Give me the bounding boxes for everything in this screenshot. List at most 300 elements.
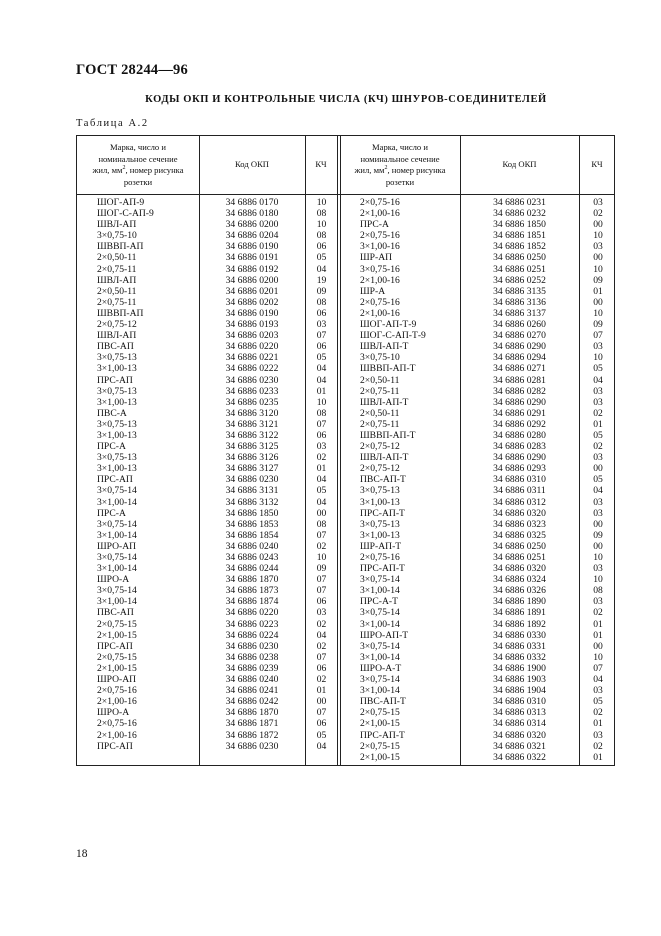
table-cell: 34 6886 0238: [225, 651, 279, 663]
table-cell: 34 6886 1870: [225, 707, 279, 719]
table-cell: 34 6886 0331: [493, 640, 546, 652]
table-cell: 03: [593, 507, 603, 519]
table-cell: 08: [316, 230, 327, 242]
table-cell: 3×0,75-14: [360, 674, 400, 686]
table-cell: 34 6886 0190: [225, 241, 279, 253]
table-cell: 3×0,75-13: [97, 452, 137, 464]
table-cell: ШРО-АП-Т: [360, 629, 409, 641]
table-cell: 3×1,00-13: [360, 496, 400, 508]
table-cell: 34 6886 3120: [225, 407, 279, 419]
table-cell: 34 6886 1850: [493, 219, 546, 231]
table-cell: 00: [593, 252, 603, 264]
table-cell: 09: [316, 563, 327, 575]
table-cell: 02: [316, 540, 327, 552]
table-cell: 2×0,50-11: [360, 374, 400, 386]
table-cell: 07: [316, 651, 327, 663]
table-cell: 2×1,00-15: [97, 662, 137, 674]
table-cell: ПРС-АП-Т: [360, 729, 405, 741]
table-cell: 10: [316, 396, 327, 408]
table-cell: 05: [316, 485, 327, 497]
table-cell: 34 6886 1890: [493, 596, 546, 608]
table-cell: 3×0,75-14: [360, 640, 400, 652]
table-cell: ПРС-АП-Т: [360, 507, 405, 519]
table-cell: 34 6886 0250: [493, 540, 546, 552]
table-cell: 34 6886 0294: [493, 352, 546, 364]
table-cell: 04: [316, 263, 327, 275]
table-cell: 08: [316, 296, 327, 308]
col-divider: [579, 136, 580, 765]
table-cell: 3×1,00-13: [360, 529, 400, 541]
table-cell: 34 6886 0320: [493, 563, 546, 575]
table-cell: 34 6886 0293: [493, 463, 546, 475]
table-cell: 34 6886 1871: [225, 718, 279, 730]
table-cell: 03: [316, 607, 327, 619]
table-cell: 34 6886 0321: [493, 740, 546, 752]
table-cell: ШВЛ-АП-Т: [360, 452, 409, 464]
table-cell: 34 6886 0282: [493, 385, 546, 397]
table-cell: 3×1,00-14: [97, 496, 137, 508]
table-cell: 34 6886 0233: [225, 385, 279, 397]
table-cell: 34 6886 0231: [493, 197, 546, 208]
table-cell: 34 6886 1854: [225, 529, 279, 541]
table-cell: 34 6886 0280: [493, 429, 546, 441]
table-cell: 34 6886 0283: [493, 441, 546, 453]
table-cell: 01: [316, 685, 327, 697]
table-cell: 34 6886 3126: [225, 452, 279, 464]
left-mark-column: [97, 197, 197, 752]
header-mark-left: Марка, число и номинальное сечение жил, $мм^2$, номер рисунка розетки: [92, 142, 184, 187]
table-cell: 3×1,00-14: [97, 563, 137, 575]
table-cell: 03: [593, 341, 603, 353]
table-cell: 2×0,75-11: [97, 296, 137, 308]
table-cell: 04: [316, 740, 327, 752]
header-kch-right: КЧ: [591, 159, 603, 170]
table-cell: 07: [316, 330, 327, 342]
table-cell: 3×1,00-14: [360, 651, 400, 663]
table-cell: 09: [593, 274, 603, 286]
table-cell: 34 6886 0310: [493, 474, 546, 486]
table-cell: 03: [593, 563, 603, 575]
table-cell: 34 6886 0202: [225, 296, 279, 308]
table-cell: 10: [593, 307, 603, 319]
table-cell: 34 6886 3132: [225, 496, 279, 508]
table-cell: 34 6886 0314: [493, 718, 546, 730]
header-code-left: Код ОКП: [234, 159, 270, 170]
table-cell: ШР-АП-Т: [360, 540, 402, 552]
table-cell: 34 6886 0330: [493, 629, 546, 641]
table-cell: 02: [593, 607, 603, 619]
table-cell: 09: [593, 319, 603, 331]
table-cell: 3×0,75-13: [97, 352, 137, 364]
table-cell: 34 6886 0230: [225, 740, 279, 752]
table-cell: 3×1,00-14: [360, 685, 400, 697]
table-cell: 34 6886 0190: [225, 307, 279, 319]
table-cell: 01: [593, 285, 603, 297]
table-cell: 06: [316, 596, 327, 608]
col-divider: [199, 136, 200, 765]
table-cell: 00: [316, 696, 327, 708]
table-cell: 08: [316, 208, 327, 220]
codes-table: [76, 135, 615, 766]
table-cell: 2×0,75-16: [360, 296, 400, 308]
table-cell: 02: [593, 208, 603, 220]
table-cell: 03: [593, 452, 603, 464]
table-cell: 34 6886 0290: [493, 396, 546, 408]
table-cell: 00: [316, 507, 327, 519]
document-id: ГОСТ 28244—96: [76, 62, 188, 78]
table-cell: ШР-А: [360, 285, 386, 297]
table-cell: 34 6886 1852: [493, 241, 546, 253]
table-cell: ПВС-АП: [97, 607, 134, 619]
table-cell: 34 6886 0332: [493, 651, 546, 663]
table-cell: 34 6886 0291: [493, 407, 546, 419]
table-cell: 3×0,75-13: [97, 418, 137, 430]
table-cell: ШРО-А: [97, 707, 130, 719]
table-cell: 2×1,00-15: [97, 629, 137, 641]
table-cell: 34 6886 0192: [225, 263, 279, 275]
table-cell: ШВВП-АП: [97, 241, 144, 253]
table-cell: ШОГ-С-АП-9: [97, 208, 154, 220]
table-cell: 2×0,75-16: [360, 230, 400, 242]
table-cell: 06: [316, 718, 327, 730]
table-cell: 34 6886 0224: [225, 629, 279, 641]
table-cell: 08: [316, 518, 327, 530]
table-cell: 05: [316, 352, 327, 364]
table-cell: 07: [593, 662, 603, 674]
table-cell: 03: [593, 241, 603, 253]
table-cell: 34 6886 1870: [225, 574, 279, 586]
table-cell: 05: [593, 363, 603, 375]
table-cell: 34 6886 0326: [493, 585, 546, 597]
table-cell: 05: [593, 474, 603, 486]
table-cell: 34 6886 0230: [225, 374, 279, 386]
table-cell: ПВС-АП-Т: [360, 474, 406, 486]
table-cell: 34 6886 0271: [493, 363, 546, 375]
table-cell: 02: [316, 674, 327, 686]
table-cell: 34 6886 3121: [225, 418, 279, 430]
table-cell: 34 6886 1873: [225, 585, 279, 597]
table-cell: 03: [593, 496, 603, 508]
table-cell: 2×0,75-15: [97, 618, 137, 630]
table-cell: 03: [316, 441, 327, 453]
table-cell: 3×0,75-14: [360, 574, 400, 586]
table-cell: 3×0,75-13: [97, 385, 137, 397]
table-cell: 05: [316, 729, 327, 741]
table-cell: 34 6886 1891: [493, 607, 546, 619]
table-cell: 34 6886 0311: [493, 485, 546, 497]
table-cell: 34 6886 0180: [225, 208, 279, 220]
table-cell: 3×1,00-14: [360, 585, 400, 597]
table-cell: ШВЛ-АП-Т: [360, 396, 409, 408]
table-cell: 34 6886 0320: [493, 507, 546, 519]
table-cell: 34 6886 0242: [225, 696, 279, 708]
table-cell: ПРС-А: [97, 441, 126, 453]
table-cell: 01: [593, 751, 603, 763]
table-cell: 00: [593, 463, 603, 475]
table-cell: 19: [316, 274, 327, 286]
right-mark-column: [360, 197, 459, 763]
table-cell: 10: [316, 219, 327, 231]
table-cell: 2×1,00-16: [97, 729, 137, 741]
table-cell: ПРС-АП-Т: [360, 563, 405, 575]
table-cell: ШОГ-С-АП-Т-9: [360, 330, 426, 342]
table-label: Таблица А.2: [76, 118, 149, 129]
table-cell: 2×1,00-16: [360, 274, 400, 286]
table-cell: ПРС-А: [360, 219, 389, 231]
table-cell: 2×0,75-11: [360, 385, 400, 397]
table-cell: 09: [316, 285, 327, 297]
table-cell: 34 6886 1872: [225, 729, 279, 741]
table-cell: 2×0,75-11: [97, 263, 137, 275]
table-cell: 34 6886 1904: [493, 685, 546, 697]
table-cell: 2×0,75-12: [360, 463, 400, 475]
table-cell: 03: [316, 319, 327, 331]
table-cell: 01: [593, 618, 603, 630]
table-cell: 34 6886 0232: [493, 208, 546, 220]
table-cell: 10: [316, 197, 327, 208]
table-cell: 34 6886 0251: [493, 552, 546, 563]
table-cell: 34 6886 0191: [225, 252, 279, 264]
table-cell: 05: [316, 252, 327, 264]
table-cell: 08: [593, 585, 603, 597]
table-cell: 00: [593, 219, 603, 231]
table-cell: 02: [593, 707, 603, 719]
table-cell: 34 6886 0270: [493, 330, 546, 342]
table-cell: ШРО-АП: [97, 540, 137, 552]
table-cell: 34 6886 0203: [225, 330, 279, 342]
table-cell: 03: [593, 685, 603, 697]
table-cell: 10: [593, 352, 603, 364]
table-cell: 34 6886 1892: [493, 618, 546, 630]
table-cell: 34 6886 0235: [225, 396, 279, 408]
table-cell: ПВС-А: [97, 407, 127, 419]
table-cell: ПРС-А: [97, 507, 126, 519]
table-cell: ПРС-АП: [97, 740, 133, 752]
table-cell: ПВС-АП: [97, 341, 134, 353]
table-cell: 04: [316, 474, 327, 486]
table-cell: 3×1,00-13: [97, 363, 137, 375]
table-cell: 01: [593, 418, 603, 430]
table-cell: 02: [316, 618, 327, 630]
table-cell: 04: [593, 374, 603, 386]
table-cell: 04: [316, 629, 327, 641]
table-cell: 02: [316, 640, 327, 652]
table-cell: 3×0,75-14: [97, 485, 137, 497]
table-cell: 3×0,75-14: [97, 585, 137, 597]
table-cell: 2×0,75-15: [360, 707, 400, 719]
table-cell: ПРС-АП: [97, 474, 133, 486]
table-cell: 03: [593, 596, 603, 608]
table-cell: 2×1,00-15: [360, 718, 400, 730]
table-cell: 34 6886 1900: [493, 662, 546, 674]
table-cell: 3×1,00-14: [360, 618, 400, 630]
table-cell: 07: [316, 574, 327, 586]
table-cell: 34 6886 0220: [225, 607, 279, 619]
table-cell: 07: [593, 330, 603, 342]
table-cell: 01: [593, 629, 603, 641]
document-title: КОДЫ ОКП И КОНТРОЛЬНЫЕ ЧИСЛА (КЧ) ШНУРОВ-СОЕДИНИТЕЛЕЙ: [145, 94, 547, 105]
header-kch-left: КЧ: [315, 159, 327, 170]
header-mark-right: Марка, число и номинальное сечение жил, $мм^2$, номер рисунка розетки: [354, 142, 446, 187]
left-kch-column: [306, 197, 337, 752]
table-cell: 00: [593, 518, 603, 530]
table-cell: 2×0,75-16: [360, 197, 400, 208]
table-cell: 10: [593, 263, 603, 275]
table-cell: 34 6886 0290: [493, 452, 546, 464]
table-cell: 34 6886 0281: [493, 374, 546, 386]
table-cell: 2×0,75-16: [97, 685, 137, 697]
table-cell: 2×0,50-11: [97, 252, 137, 264]
col-divider-double: [337, 136, 341, 765]
table-cell: 2×0,75-15: [97, 651, 137, 663]
table-cell: 02: [316, 452, 327, 464]
table-cell: ШРО-АП: [97, 674, 137, 686]
table-cell: 07: [316, 707, 327, 719]
table-cell: ПРС-АП: [97, 374, 133, 386]
col-divider: [460, 136, 461, 765]
table-cell: 00: [593, 540, 603, 552]
table-cell: 34 6886 0323: [493, 518, 546, 530]
table-cell: 2×1,00-15: [360, 751, 400, 763]
table-cell: 2×1,00-16: [360, 307, 400, 319]
table-cell: 10: [593, 230, 603, 242]
header-divider: [77, 194, 614, 195]
table-cell: 34 6886 0243: [225, 552, 279, 563]
table-cell: 34 6886 0240: [225, 540, 279, 552]
table-cell: 34 6886 3137: [493, 307, 546, 319]
table-cell: 2×0,50-11: [97, 285, 137, 297]
table-cell: 00: [593, 296, 603, 308]
table-cell: 03: [593, 396, 603, 408]
table-cell: 06: [316, 307, 327, 319]
table-cell: 34 6886 0250: [493, 252, 546, 264]
table-cell: 10: [316, 552, 327, 563]
table-cell: 00: [593, 640, 603, 652]
table-cell: 34 6886 0170: [225, 197, 279, 208]
table-cell: 2×1,00-16: [360, 208, 400, 220]
table-cell: 34 6886 0193: [225, 319, 279, 331]
table-cell: ШВВП-АП-Т: [360, 363, 416, 375]
table-cell: 2×0,75-12: [360, 441, 400, 453]
table-cell: 07: [316, 529, 327, 541]
table-cell: 34 6886 0239: [225, 662, 279, 674]
table-cell: 3×0,75-16: [360, 263, 400, 275]
table-cell: ПРС-АП: [97, 640, 133, 652]
table-cell: 3×0,75-14: [97, 518, 137, 530]
table-cell: 3×1,00-14: [97, 529, 137, 541]
table-cell: 3×1,00-13: [97, 429, 137, 441]
table-cell: 34 6886 3136: [493, 296, 546, 308]
right-code-column: [462, 197, 577, 763]
table-cell: 05: [593, 696, 603, 708]
table-cell: 34 6886 1850: [225, 507, 279, 519]
table-cell: ШРО-А: [97, 574, 130, 586]
table-cell: 34 6886 0241: [225, 685, 279, 697]
table-cell: 34 6886 1903: [493, 674, 546, 686]
table-cell: 3×0,75-10: [97, 230, 137, 242]
table-cell: 10: [593, 552, 603, 563]
table-cell: 34 6886 0310: [493, 696, 546, 708]
table-cell: 06: [316, 429, 327, 441]
table-cell: 04: [316, 496, 327, 508]
table-cell: 34 6886 0230: [225, 640, 279, 652]
table-cell: 34 6886 0313: [493, 707, 546, 719]
table-cell: 34 6886 3125: [225, 441, 279, 453]
table-cell: 34 6886 0320: [493, 729, 546, 741]
table-cell: 07: [316, 418, 327, 430]
table-cell: 34 6886 0222: [225, 363, 279, 375]
table-cell: 34 6886 0244: [225, 563, 279, 575]
table-cell: 02: [593, 740, 603, 752]
table-cell: ШРО-А-Т: [360, 662, 402, 674]
table-cell: ШВЛ-АП-Т: [360, 341, 409, 353]
table-cell: ШВВП-АП: [97, 307, 144, 319]
table-cell: 34 6886 0204: [225, 230, 279, 242]
table-cell: 34 6886 3127: [225, 463, 279, 475]
table-cell: 2×0,75-15: [360, 740, 400, 752]
table-cell: 08: [316, 407, 327, 419]
table-cell: 01: [593, 718, 603, 730]
table-cell: 10: [593, 574, 603, 586]
table-cell: 10: [593, 651, 603, 663]
table-cell: 2×0,75-12: [97, 319, 137, 331]
table-cell: 2×0,75-11: [360, 418, 400, 430]
table-cell: 03: [593, 385, 603, 397]
table-cell: 3×1,00-13: [97, 396, 137, 408]
table-cell: 04: [316, 363, 327, 375]
table-cell: 2×0,75-16: [97, 718, 137, 730]
table-cell: ШОГ-АП-9: [97, 197, 145, 208]
table-cell: 02: [593, 441, 603, 453]
table-cell: 3×1,00-14: [97, 596, 137, 608]
table-cell: 34 6886 0292: [493, 418, 546, 430]
table-cell: 07: [316, 585, 327, 597]
table-cell: 2×1,00-16: [97, 696, 137, 708]
table-cell: 3×1,00-13: [97, 463, 137, 475]
table-cell: ШР-АП: [360, 252, 393, 264]
table-cell: 06: [316, 241, 327, 253]
table-cell: 3×0,75-13: [360, 518, 400, 530]
table-cell: 06: [316, 662, 327, 674]
table-cell: 34 6886 0200: [225, 274, 279, 286]
header-code-right: Код ОКП: [502, 159, 537, 170]
table-cell: 04: [593, 485, 603, 497]
table-cell: 34 6886 0325: [493, 529, 546, 541]
table-cell: 05: [593, 429, 603, 441]
table-cell: 34 6886 1851: [493, 230, 546, 242]
left-code-column: [201, 197, 303, 752]
table-cell: 34 6886 0221: [225, 352, 279, 364]
table-cell: 34 6886 0230: [225, 474, 279, 486]
table-cell: 04: [316, 374, 327, 386]
table-cell: 34 6886 0201: [225, 285, 279, 297]
table-cell: 2×0,75-16: [360, 552, 400, 563]
table-cell: 34 6886 1874: [225, 596, 279, 608]
right-kch-column: [581, 197, 615, 763]
table-cell: 34 6886 1853: [225, 518, 279, 530]
table-cell: 34 6886 0260: [493, 319, 546, 331]
table-cell: 34 6886 0251: [493, 263, 546, 275]
table-cell: 34 6886 3122: [225, 429, 279, 441]
table-cell: ШВЛ-АП: [97, 330, 137, 342]
table-cell: ПВС-АП-Т: [360, 696, 406, 708]
table-cell: 06: [316, 341, 327, 353]
table-cell: 34 6886 0290: [493, 341, 546, 353]
table-cell: 3×1,00-16: [360, 241, 400, 253]
table-cell: 04: [593, 674, 603, 686]
table-cell: 2×0,50-11: [360, 407, 400, 419]
table-cell: ШВЛ-АП: [97, 219, 137, 231]
